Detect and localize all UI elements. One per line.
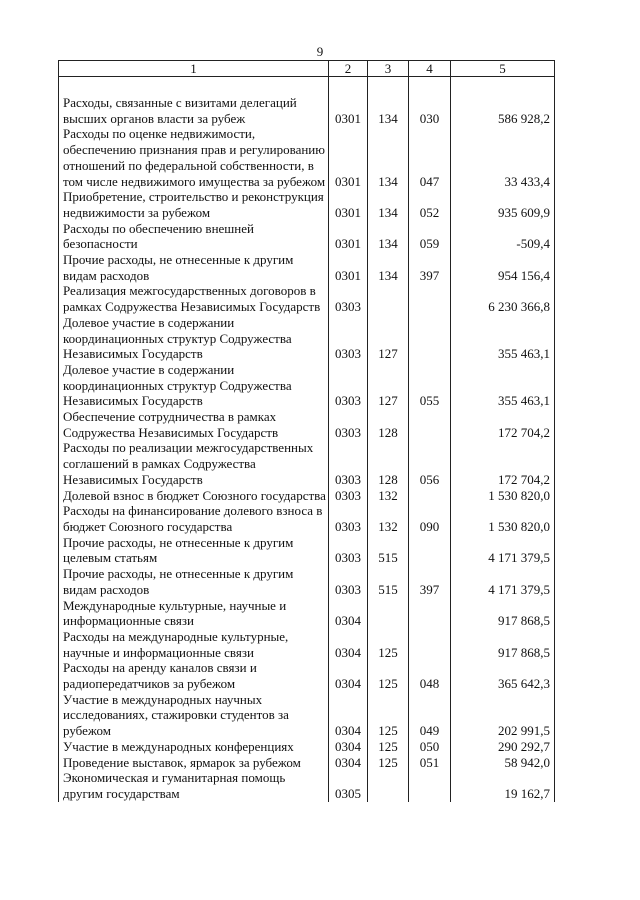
row-amount-cell: 917 868,5 — [451, 598, 555, 629]
row-section-code-cell: 0304 — [329, 629, 368, 660]
page-number: 9 — [316, 44, 324, 59]
row-name-cell: Долевое участие в содержании координационных структур Содружества Независимых Государств — [59, 315, 329, 362]
row-amount-cell: 586 928,2 — [451, 95, 555, 126]
row-section-code-cell: 0301 — [329, 189, 368, 220]
row-name-cell: Международные культурные, научные и информационные связи — [59, 598, 329, 629]
table-header — [59, 61, 555, 77]
row-section-code-cell: 0303 — [329, 315, 368, 362]
row-name-cell: Расходы на финансирование долевого взноса в бюджет Союзного государства — [59, 503, 329, 534]
row-name-cell: Приобретение, строительство и реконструкция недвижимости за рубежом — [59, 189, 329, 220]
table-row — [59, 362, 555, 409]
row-target-code-cell — [368, 598, 409, 629]
row-expense-code-cell — [409, 598, 451, 629]
row-section-code-cell: 0304 — [329, 739, 368, 755]
row-expense-code-cell: 047 — [409, 126, 451, 189]
row-section-code-cell: 0305 — [329, 770, 368, 801]
row-section-code-cell: 0304 — [329, 598, 368, 629]
row-expense-code-cell: 056 — [409, 440, 451, 487]
table-row — [59, 770, 555, 801]
table-row — [59, 440, 555, 487]
table-row — [59, 755, 555, 771]
row-amount-cell: 1 530 820,0 — [451, 503, 555, 534]
row-target-code-cell: 132 — [368, 488, 409, 504]
table-row — [59, 252, 555, 283]
row-name-cell: Экономическая и гуманитарная помощь другим государствам — [59, 770, 329, 801]
row-target-code-cell: 515 — [368, 566, 409, 597]
row-amount-cell: 33 433,4 — [451, 126, 555, 189]
row-amount-cell: 6 230 366,8 — [451, 283, 555, 314]
row-name-cell: Участие в международных научных исследованиях, стажировки студентов за рубежом — [59, 692, 329, 739]
row-name-cell: Расходы по реализации межгосударственных соглашений в рамках Содружества Независимых Государств — [59, 440, 329, 487]
row-amount-cell: 365 642,3 — [451, 660, 555, 691]
row-expense-code-cell: 055 — [409, 362, 451, 409]
row-target-code-cell: 128 — [368, 409, 409, 440]
row-name-cell: Проведение выставок, ярмарок за рубежом — [59, 755, 329, 771]
row-amount-cell: -509,4 — [451, 221, 555, 252]
row-section-code-cell: 0303 — [329, 488, 368, 504]
row-target-code-cell: 128 — [368, 440, 409, 487]
table-row — [59, 535, 555, 566]
row-amount-cell: 4 171 379,5 — [451, 535, 555, 566]
column-header-5: 5 — [451, 61, 555, 77]
row-expense-code-cell: 052 — [409, 189, 451, 220]
row-target-code-cell: 125 — [368, 660, 409, 691]
row-amount-cell: 4 171 379,5 — [451, 566, 555, 597]
row-name-cell: Расходы на аренду каналов связи и радиопередатчиков за рубежом — [59, 660, 329, 691]
row-name-cell: Прочие расходы, не отнесенные к другим видам расходов — [59, 252, 329, 283]
row-amount-cell: 355 463,1 — [451, 362, 555, 409]
row-section-code-cell: 0303 — [329, 283, 368, 314]
row-target-code-cell: 134 — [368, 252, 409, 283]
row-expense-code-cell — [409, 488, 451, 504]
row-expense-code-cell: 397 — [409, 252, 451, 283]
row-amount-cell: 954 156,4 — [451, 252, 555, 283]
table-row — [59, 283, 555, 314]
row-expense-code-cell: 090 — [409, 503, 451, 534]
row-section-code-cell: 0303 — [329, 535, 368, 566]
row-expense-code-cell — [409, 535, 451, 566]
column-header-3: 3 — [368, 61, 409, 77]
row-expense-code-cell: 050 — [409, 739, 451, 755]
table-row — [59, 315, 555, 362]
row-amount-cell: 355 463,1 — [451, 315, 555, 362]
row-target-code-cell: 134 — [368, 189, 409, 220]
row-section-code-cell: 0303 — [329, 362, 368, 409]
row-section-code-cell: 0304 — [329, 692, 368, 739]
row-section-code-cell: 0303 — [329, 440, 368, 487]
table-row — [59, 488, 555, 504]
row-target-code-cell: 134 — [368, 95, 409, 126]
row-section-code-cell: 0303 — [329, 503, 368, 534]
row-target-code-cell: 125 — [368, 692, 409, 739]
row-name-cell: Обеспечение сотрудничества в рамках Содружества Независимых Государств — [59, 409, 329, 440]
row-section-code-cell: 0303 — [329, 409, 368, 440]
row-name-cell: Долевое участие в содержании координационных структур Содружества Независимых Государств — [59, 362, 329, 409]
row-amount-cell: 935 609,9 — [451, 189, 555, 220]
table-row — [59, 739, 555, 755]
row-amount-cell: 202 991,5 — [451, 692, 555, 739]
table-spacer-row — [59, 77, 555, 96]
row-amount-cell: 172 704,2 — [451, 409, 555, 440]
row-target-code-cell: 127 — [368, 362, 409, 409]
row-target-code-cell: 127 — [368, 315, 409, 362]
row-amount-cell: 290 292,7 — [451, 739, 555, 755]
table-row — [59, 629, 555, 660]
table-body — [59, 77, 555, 802]
row-expense-code-cell — [409, 409, 451, 440]
row-target-code-cell: 515 — [368, 535, 409, 566]
table-row — [59, 95, 555, 126]
row-section-code-cell: 0304 — [329, 660, 368, 691]
table-row — [59, 189, 555, 220]
column-header-2: 2 — [329, 61, 368, 77]
row-expense-code-cell: 049 — [409, 692, 451, 739]
budget-table — [58, 60, 555, 802]
row-section-code-cell: 0301 — [329, 126, 368, 189]
table-row — [59, 566, 555, 597]
row-expense-code-cell: 051 — [409, 755, 451, 771]
table-row — [59, 503, 555, 534]
row-name-cell: Расходы по оценке недвижимости, обеспечению признания прав и регулированию отношений по федеральной собственности, в том числе недвижимого имущества за рубежом — [59, 126, 329, 189]
row-name-cell: Расходы, связанные с визитами делегаций высших органов власти за рубеж — [59, 95, 329, 126]
column-header-4: 4 — [409, 61, 451, 77]
row-name-cell: Прочие расходы, не отнесенные к другим видам расходов — [59, 566, 329, 597]
row-expense-code-cell — [409, 315, 451, 362]
row-expense-code-cell: 030 — [409, 95, 451, 126]
row-target-code-cell: 132 — [368, 503, 409, 534]
table-row — [59, 598, 555, 629]
table-row — [59, 221, 555, 252]
table-row — [59, 409, 555, 440]
row-expense-code-cell: 397 — [409, 566, 451, 597]
row-amount-cell: 1 530 820,0 — [451, 488, 555, 504]
row-amount-cell: 19 162,7 — [451, 770, 555, 801]
row-target-code-cell — [368, 283, 409, 314]
row-expense-code-cell: 048 — [409, 660, 451, 691]
row-expense-code-cell — [409, 283, 451, 314]
row-amount-cell: 58 942,0 — [451, 755, 555, 771]
row-target-code-cell — [368, 770, 409, 801]
row-section-code-cell: 0301 — [329, 221, 368, 252]
row-target-code-cell: 134 — [368, 221, 409, 252]
row-name-cell: Расходы по обеспечению внешней безопасности — [59, 221, 329, 252]
row-target-code-cell: 125 — [368, 629, 409, 660]
row-section-code-cell: 0303 — [329, 566, 368, 597]
row-amount-cell: 917 868,5 — [451, 629, 555, 660]
row-target-code-cell: 134 — [368, 126, 409, 189]
row-name-cell: Долевой взнос в бюджет Союзного государства — [59, 488, 329, 504]
row-target-code-cell: 125 — [368, 755, 409, 771]
row-name-cell: Участие в международных конференциях — [59, 739, 329, 755]
table-row — [59, 692, 555, 739]
row-section-code-cell: 0301 — [329, 252, 368, 283]
row-name-cell: Реализация межгосударственных договоров в рамках Содружества Независимых Государств — [59, 283, 329, 314]
row-expense-code-cell: 059 — [409, 221, 451, 252]
row-target-code-cell: 125 — [368, 739, 409, 755]
row-name-cell: Расходы на международные культурные, научные и информационные связи — [59, 629, 329, 660]
table-row — [59, 660, 555, 691]
row-amount-cell: 172 704,2 — [451, 440, 555, 487]
row-expense-code-cell — [409, 629, 451, 660]
row-section-code-cell: 0301 — [329, 95, 368, 126]
row-expense-code-cell — [409, 770, 451, 801]
row-section-code-cell: 0304 — [329, 755, 368, 771]
row-name-cell: Прочие расходы, не отнесенные к другим целевым статьям — [59, 535, 329, 566]
column-header-1: 1 — [59, 61, 329, 77]
table-row — [59, 126, 555, 189]
